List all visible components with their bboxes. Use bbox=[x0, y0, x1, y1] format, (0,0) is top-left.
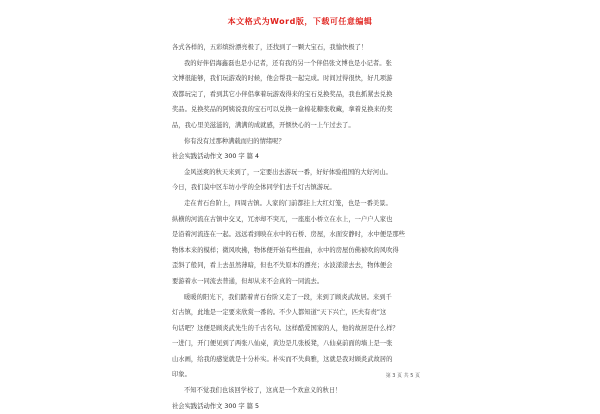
paragraph-line: 纵横的河流在古镇中交叉，冗亦却不突兀，一座座小桥立在水上，一户户人家也 bbox=[172, 215, 393, 223]
paragraph-line: 印象。 bbox=[172, 371, 191, 379]
section-heading: 社会实践活动作文 300 字 篇 5 bbox=[172, 402, 260, 410]
paragraph-line: 歪斜了般同，看上去虽然薄暗，但也不失原本的漂亮；水波漾漾去去，物体便会 bbox=[172, 262, 393, 270]
paragraph-line: 文博很能够，我们玩游戏的时候，他会帮我一起完成。时间过得很快，好几项游 bbox=[172, 75, 393, 83]
format-notice-banner: 本文格式为Word版，下载可任意编辑 bbox=[227, 17, 373, 26]
paragraph-line: 今日，我们莫中区车坊小学的全体同学们去千灯古镇游玩。 bbox=[172, 184, 336, 192]
document-body bbox=[172, 40, 428, 414]
paragraph-line: 物体本来的模样；微风吹拂，物体便开始有些扭曲，水中的房屋仿佛被吹的风吹得 bbox=[172, 246, 399, 254]
paragraph-line: 戏都玩完了，看到其它小伴侣拿着玩游戏得来的宝石兑换奖品，我也抓紧去兑换 bbox=[172, 90, 393, 98]
paragraph-line: 你有没有过那种满载而归的情绪呢？ bbox=[184, 137, 285, 145]
paragraph-line: 山水画，给我的感觉就是十分朴实。朴实而不失典雅，这就是我对顾炎武故居的 bbox=[172, 355, 393, 363]
paragraph-line: 暖暖的阳光下，我们踏着青石台阶又走了一段，来到了顾炎武故居。来到千 bbox=[184, 293, 392, 301]
paragraph-line: 我的好伴侣海鑫磊也是小记者，还有我的另一个伴侣张文博也是小记者。张 bbox=[184, 59, 392, 67]
paragraph-line: 句话吧？这便是顾炎武先生的千古名句。这样酷爱国家的人，他的故居是什么样？ bbox=[172, 324, 399, 332]
paragraph-line: 各式各样的，五彩缤纷漂亮极了，还找到了一颗大宝石，我愉快极了！ bbox=[172, 44, 368, 51]
paragraph-line: 品，我心里美滋滋的，满满的成就感，开惬快心的一上午过去了。 bbox=[172, 121, 355, 129]
paragraph-line: 要游着水一同流去普通，但却从来不会真的一同流去。 bbox=[172, 277, 324, 285]
paragraph-line: 走在青石台阶上，四周古镇。人家的门前都挂上大红灯笼，也是一番美景。 bbox=[184, 199, 392, 207]
paragraph-line: 不知不觉我们也该回学校了，这真是一个欢意义的秋日！ bbox=[184, 387, 342, 395]
paragraph-line: 灯古镇，此地是一定要来欣赏一番的。不少人都知道“天下兴亡，匹夫有责”这 bbox=[172, 309, 387, 317]
paragraph-line: 一进门，开门便见到了两张八仙桌，黄边是几张板凳，八仙桌前面的墙上是一张 bbox=[172, 340, 393, 348]
paragraph-line: 金风送爽的秋天来到了，一定要出去游玩一番，好好体验祖国的大好河山。 bbox=[184, 168, 392, 176]
paragraph-line: 是沿着河流连在一起。远远看到映在水中的石桥、房屋，水面安静时，水中便是那些 bbox=[172, 231, 405, 239]
section-heading: 社会实践活动作文 300 字 篇 4 bbox=[172, 153, 260, 161]
paragraph-line: 奖品。兑换奖品的阿姨说我的宝石可以兑换一盒棉花糖张收藏，拿着兑换来的奖 bbox=[172, 106, 393, 114]
page-number-footer: 第 3 页 共 5 页 bbox=[385, 373, 420, 379]
